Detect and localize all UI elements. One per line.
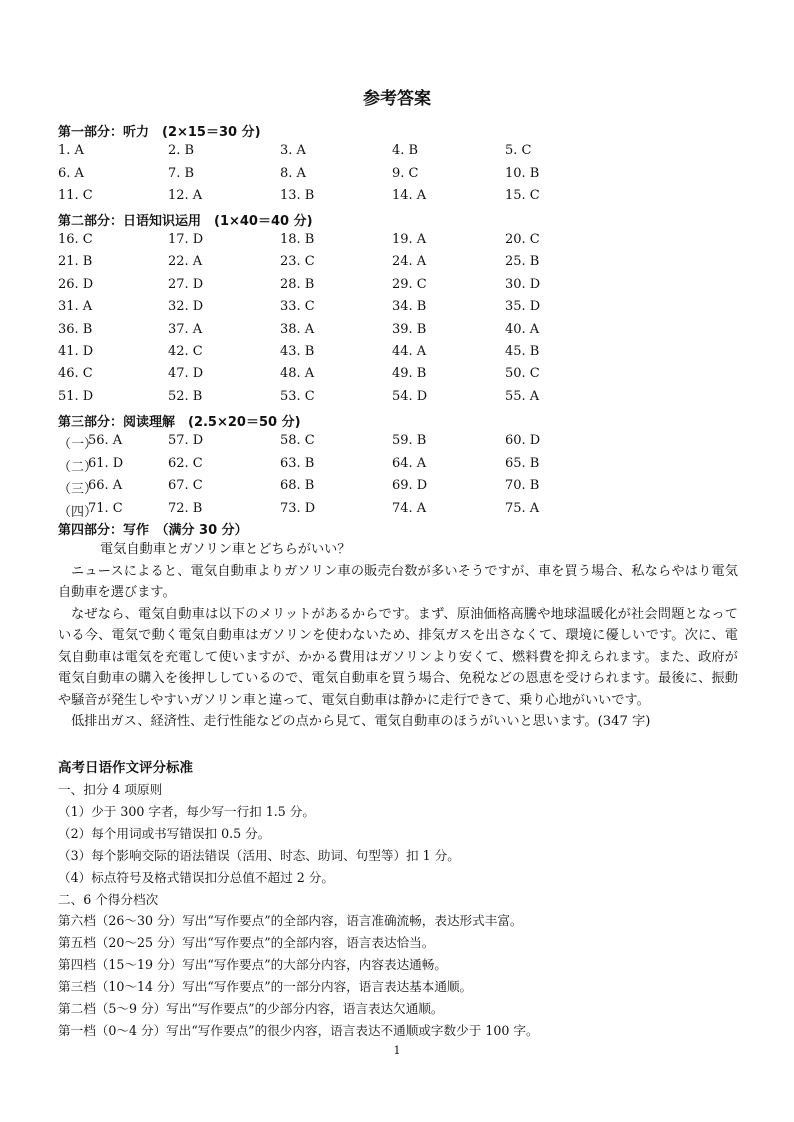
answer-cell: 70. B [505, 478, 540, 493]
answer-cell: 11. C [58, 188, 93, 203]
answer-cell: 57. D [168, 433, 204, 448]
answer-cell: 48. A [280, 366, 315, 382]
answer-cell: 66. A [88, 478, 123, 493]
answer-cell: 31. A [58, 299, 93, 315]
answer-cell: 22. A [168, 254, 203, 270]
standards-line: 第六档（26～30 分）写出“写作要点”的全部内容，语言准确流畅，表达形式丰富。 [58, 913, 523, 929]
answer-row [0, 254, 794, 274]
answer-cell: 75. A [505, 500, 540, 516]
answer-row [0, 389, 794, 409]
answer-cell: 52. B [168, 388, 203, 404]
answer-cell: 53. C [280, 388, 315, 404]
answer-cell: 26. D [58, 276, 94, 292]
answer-cell: 74. A [392, 500, 427, 516]
standards-line: （4）标点符号及格式错误扣分总值不超过 2 分。 [58, 869, 334, 885]
answer-cell: 71. C [88, 500, 123, 516]
answer-cell: 50. C [505, 366, 540, 382]
answer-cell: 15. C [505, 188, 540, 203]
answer-cell: 1. A [58, 143, 84, 158]
answer-row [0, 501, 794, 521]
essay-paragraph: なぜなら、電気自動車は以下のメリットがあるからです。まず、原油価格高騰や地球温暖化が社会問題となっている今、電気で動く電気自動車はガソリンを使わないため、排気ガスを出さなくて、環境に優しいです。次に、電気自動車は電気を充電して使いますが、かかる費用はガソリンより安くて、燃料費を抑えられます。また、政府が電気自動車の購入を後押ししているので、電気自動車を買う場合、免税などの恩恵を受けられます。最後に、振動や騒音が発生しやすいガソリン車と違って、電気自動車は静かに走行できて、乗り心地がいいです。 [58, 606, 738, 708]
answer-cell: 39. B [392, 321, 427, 337]
answer-cell: 16. C [58, 232, 93, 247]
answer-cell: 34. B [392, 299, 427, 315]
essay-title: 電気自動車とガソリン車とどちらがいい？ [100, 542, 351, 557]
answer-cell: 54. D [392, 388, 428, 404]
answer-cell: 63. B [280, 455, 315, 471]
answer-cell: 3. A [280, 143, 306, 158]
standards-line: 第三档（10～14 分）写出“写作要点”的一部分内容，语言表达基本通顺。 [58, 979, 473, 995]
answer-cell: 67. C [168, 478, 203, 493]
answer-cell: 47. D [168, 366, 204, 382]
answer-row [0, 344, 794, 364]
answer-cell: 62. C [168, 455, 203, 471]
standards-line: （2）每个用词或书写错误扣 0.5 分。 [58, 825, 271, 841]
answer-cell: 45. B [505, 344, 540, 359]
answer-cell: 6. A [58, 165, 84, 181]
answer-cell: 73. D [280, 500, 316, 516]
answer-row [0, 456, 794, 476]
answer-cell: 55. A [505, 388, 540, 404]
answer-row [0, 322, 794, 342]
part3-heading: 第三部分：阅读理解 (2.5×20＝50 分) [58, 415, 301, 430]
answer-cell: 40. A [505, 321, 540, 337]
page-title: 参考答案 [363, 89, 431, 109]
answer-row [0, 143, 794, 163]
answer-cell: 28. B [280, 276, 315, 292]
passage-label: （四） [58, 504, 98, 520]
answer-cell: 4. B [392, 143, 419, 158]
answer-cell: 72. B [168, 500, 203, 516]
answer-cell: 21. B [58, 254, 93, 270]
essay-paragraph: 低排出ガス、経済性、走行性能などの点から見て、電気自動車のほうがいいと思います。(347 字) [71, 714, 651, 729]
part4-heading: 第四部分：写作 （满分 30 分） [58, 523, 248, 538]
answer-cell: 23. C [280, 254, 315, 270]
answer-cell: 60. D [505, 433, 541, 448]
answer-cell: 2. B [168, 143, 195, 158]
standards-line: 第一档（0～4 分）写出“写作要点”的很少内容，语言表达不通顺或字数少于 100 字。 [58, 1022, 539, 1038]
part1-heading: 第一部分：听力 (2×15＝30 分) [58, 125, 261, 140]
answer-cell: 43. B [280, 344, 315, 359]
answer-cell: 51. D [58, 388, 94, 404]
standards-line: 第二档（5～9 分）写出“写作要点”的少部分内容，语言表达欠通顺。 [58, 1001, 444, 1017]
answer-cell: 30. D [505, 276, 541, 292]
passage-label: （三） [58, 482, 98, 497]
answer-cell: 41. D [58, 344, 94, 359]
standards-list [58, 779, 748, 1042]
answer-cell: 8. A [280, 165, 306, 181]
page-number: 1 [393, 1044, 401, 1057]
essay-paragraph: ニュースによると、電気自動車よりガソリン車の販売台数が多いそうですが、車を買う場合、私ならやはり電気自動車を選びます。 [58, 563, 738, 600]
answer-cell: 68. B [280, 478, 315, 493]
answer-cell: 36. B [58, 321, 93, 337]
answer-cell: 10. B [505, 165, 540, 181]
essay [58, 539, 738, 733]
standards-line: 第四档（15～19 分）写出“写作要点”的大部分内容，内容表达通畅。 [58, 957, 447, 973]
answer-cell: 58. C [280, 433, 315, 448]
passage-label: （一） [58, 437, 98, 452]
answer-cell: 56. A [88, 433, 123, 448]
answer-cell: 69. D [392, 478, 428, 493]
standards-heading: 高考日语作文评分标准 [58, 760, 193, 776]
answer-cell: 59. B [392, 433, 427, 448]
answer-cell: 35. D [505, 299, 541, 315]
standards-line: 一、扣分 4 项原则 [58, 782, 163, 797]
answer-row [0, 433, 794, 453]
standards-line: （1）少于 300 字者，每少写一行扣 1.5 分。 [58, 803, 315, 819]
answer-cell: 61. D [88, 455, 124, 471]
answer-cell: 46. C [58, 366, 93, 382]
answer-row [0, 478, 794, 498]
answer-cell: 27. D [168, 276, 204, 292]
answer-cell: 18. B [280, 232, 315, 247]
answer-cell: 9. C [392, 165, 419, 181]
answer-row [0, 277, 794, 297]
answer-cell: 25. B [505, 254, 540, 270]
answer-row [0, 188, 794, 208]
answer-row [0, 232, 794, 252]
answer-cell: 19. A [392, 232, 427, 247]
answer-cell: 5. C [505, 143, 532, 158]
answer-cell: 24. A [392, 254, 427, 270]
answer-cell: 33. C [280, 299, 315, 315]
answer-row [0, 366, 794, 386]
standards-line: 第五档（20～25 分）写出“写作要点”的全部内容，语言表达恰当。 [58, 935, 435, 951]
answer-cell: 64. A [392, 455, 427, 471]
answer-cell: 44. A [392, 344, 427, 359]
passage-label: （二） [58, 459, 98, 475]
part2-heading: 第二部分：日语知识运用 (1×40＝40 分) [58, 214, 313, 229]
answer-cell: 29. C [392, 276, 427, 292]
standards-line: 二、6 个得分档次 [58, 891, 159, 907]
answer-row [0, 299, 794, 319]
answer-row [0, 166, 794, 186]
answer-cell: 12. A [168, 188, 203, 203]
answer-cell: 14. A [392, 188, 427, 203]
answer-cell: 37. A [168, 321, 203, 337]
answer-cell: 65. B [505, 455, 540, 471]
answer-cell: 38. A [280, 321, 315, 337]
answer-cell: 32. D [168, 299, 204, 315]
answer-cell: 17. D [168, 232, 204, 247]
answer-cell: 7. B [168, 165, 195, 181]
answer-cell: 49. B [392, 366, 427, 382]
standards-line: （3）每个影响交际的语法错误（活用、时态、助词、句型等）扣 1 分。 [58, 847, 460, 863]
answer-cell: 20. C [505, 232, 540, 247]
answer-cell: 42. C [168, 344, 203, 359]
answer-cell: 13. B [280, 188, 315, 203]
